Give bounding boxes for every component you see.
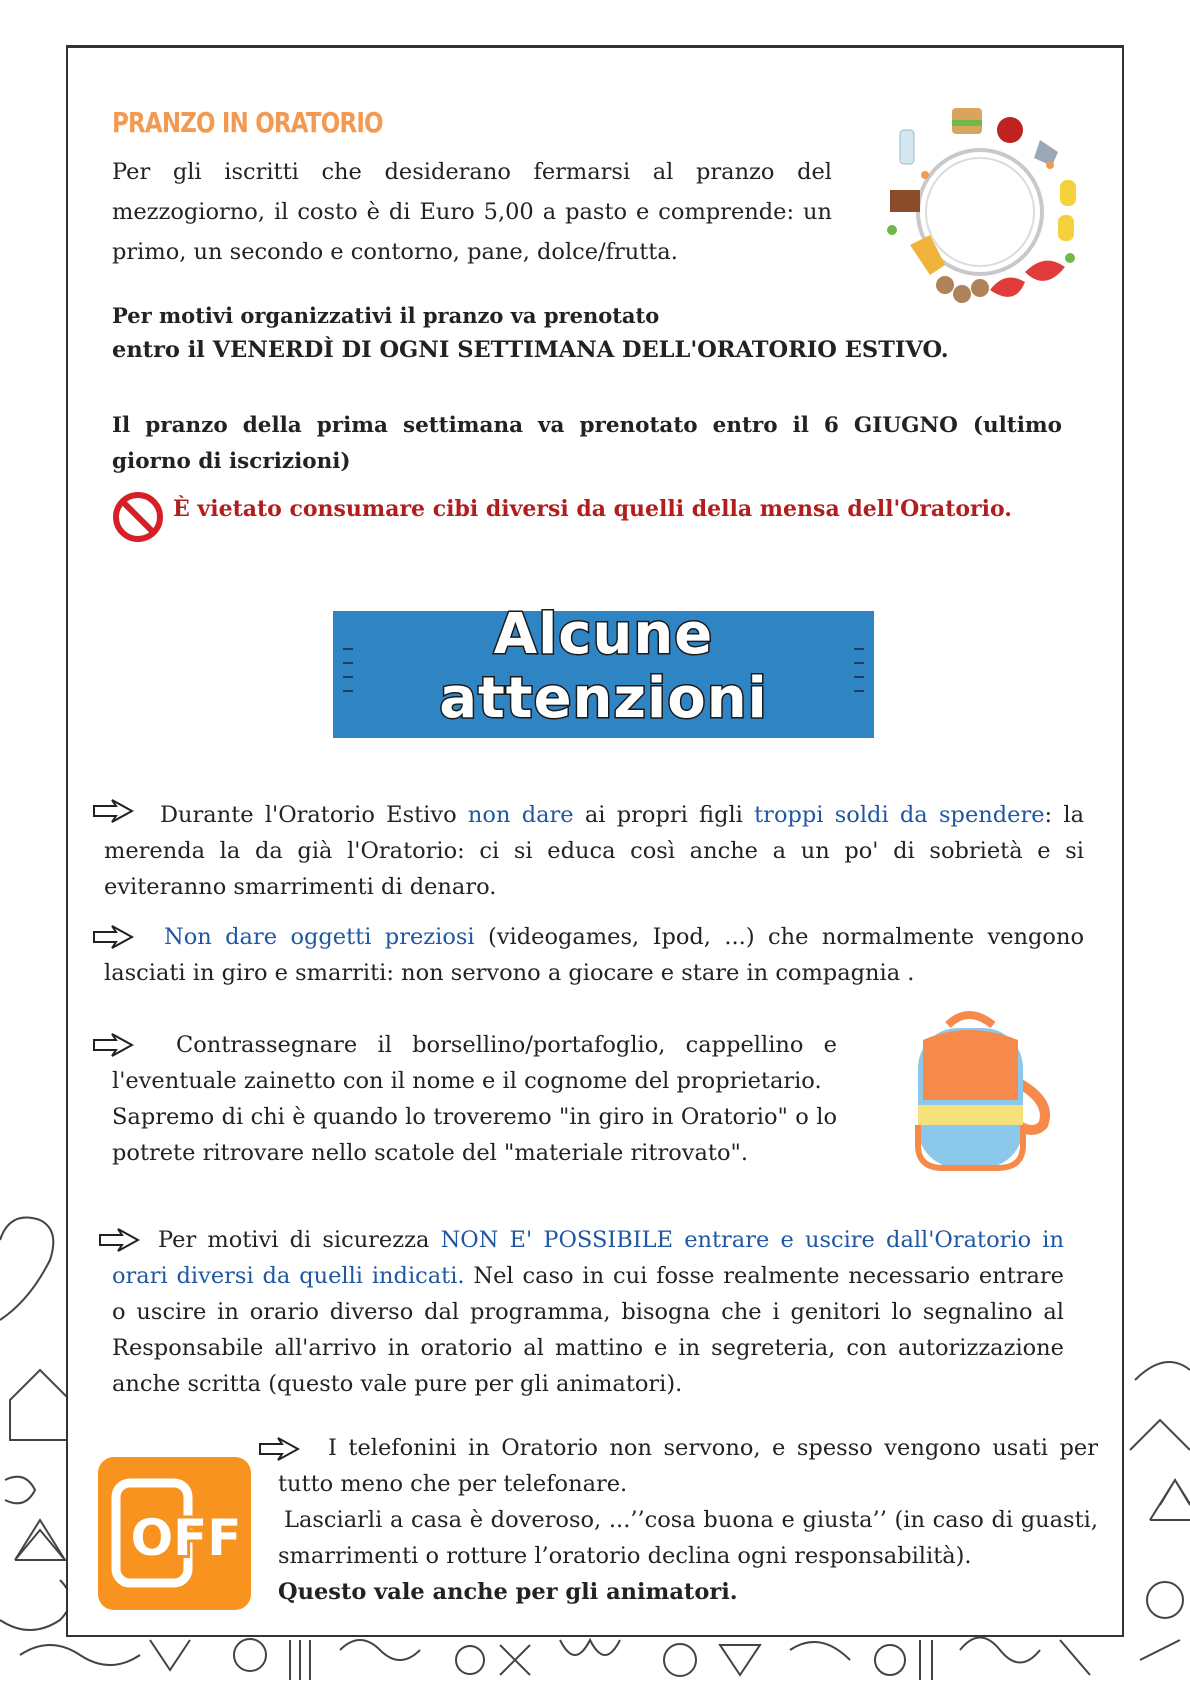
phone-off-icon [98,1457,251,1610]
banner-title [333,603,874,731]
booking-line-2: entro il VENERDÌ DI OGNI SETTIMANA DELL'ORATORIO ESTIVO. [112,337,949,363]
booking-line-1: Per motivi organizzativi il pranzo va prenotato [112,303,660,328]
food-warning: È vietato consumare cibi diversi da quelli della mensa dell'Oratorio. [173,496,1012,522]
lunch-title: PRANZO IN ORATORIO [112,106,383,139]
tip-label-items: Contrassegnare il borsellino/portafoglio, cappellino e l'eventuale zainetto con il nome e il cognome del proprietario. Sapremo di chi è quando lo troveremo "in giro in Oratorio" o lo potrete ritrovare nello scatole del "materiale ritrovato". [112,1032,837,1166]
no-entry-icon [112,491,164,543]
first-week-note: Il pranzo della prima settimana va prenotato entro il 6 GIUGNO (ultimo giorno di iscrizioni) [112,413,1062,474]
banner-line-2: attenzioni [439,666,768,731]
backpack-icon [893,1010,1061,1178]
tip-money: Durante l'Oratorio Estivo non dare ai propri figli troppi soldi da spendere: la merenda la da già l'Oratorio: ci si educa così anche a un po' di sobrietà e si eviteranno smarrimenti di denaro. [104,802,1085,900]
highlight-no-valuables: Non dare oggetti preziosi [164,924,475,950]
off-label: OFF [130,1509,242,1567]
banner-line-1: Alcune [493,602,714,667]
plate-illustration-icon [880,100,1085,318]
tip-phones: I telefonini in Oratorio non servono, e spesso vengono usati per tutto meno che per telefonare. Lasciarli a casa è doveroso, ...’’cosa buona e giusta’’ (in caso di guasti, smarrimenti o rotture l’oratorio declina ogni responsabilità). Questo vale anche per gli animatori. [278,1435,1098,1605]
lunch-intro: Per gli iscritti che desiderano fermarsi al pranzo del mezzogiorno, il costo è di Euro 5,00 a pasto e comprende: un primo, un secondo e contorno, pane, dolce/frutta. [112,159,832,265]
highlight-too-much-money: troppi soldi da spendere [754,802,1045,828]
tip-schedule: Per motivi di sicurezza NON E' POSSIBILE entrare e uscire dall'Oratorio in orari diversi da quelli indicati. Nel caso in cui fosse realmente necessario entrare o uscire in orario diverso dal programma, bisogna che i genitori lo segnalino al Responsabile all'arrivo in oratorio al mattino e in segreteria, con autorizzazione anche scritta (questo vale pure per gli animatori). [112,1227,1064,1397]
tip-valuables: Non dare oggetti preziosi (videogames, Ipod, ...) che normalmente vengono lasciati in giro e smarriti: non servono a giocare e stare in compagnia . [104,924,1084,986]
highlight-not-possible: NON E' POSSIBILE entrare e uscire dall'Oratorio in orari diversi da quelli indicati. [112,1227,1064,1289]
highlight-no-give: non dare [467,802,574,828]
